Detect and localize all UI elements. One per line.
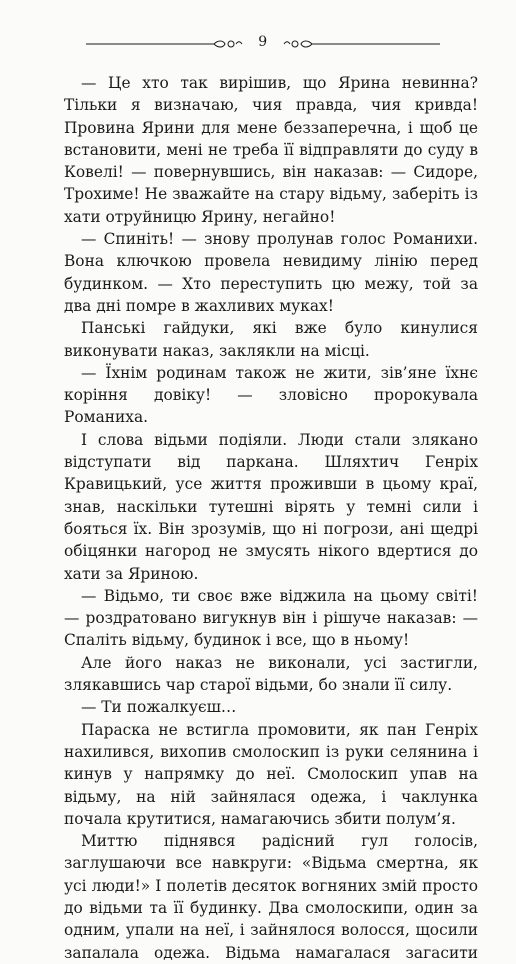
paragraph: — Спиніть! — знову пролунав голос Романихи. Вона ключкою провела невидиму лінію перед будинком. — Хто переступить цю межу, той за два дні помре в жахливих муках! [64,230,478,315]
paragraph: Але його наказ не виконали, усі застигли, злякавшись чар старої відьми, бо знали її силу. [64,653,478,695]
page-body [64,72,478,964]
paragraph: — Це хто так вирішив, що Ярина невинна? Тільки я визначаю, чия правда, чия кривда! Провина Ярини для мене беззаперечна, і щоб це встановити, мені не треба її відправляти до суду в Ковелі! — повернувшись, він наказав: — Сидоре, Трохиме! Не зважайте на стару відьму, заберіть із хати отруйницю Ярину, негайно! [64,74,478,226]
paragraph: Панські гайдуки, які вже було кинулися виконувати наказ, заклякли на місці. [64,319,478,360]
paragraph: І слова відьми подіяли. Люди стали злякано відступати від паркана. Шляхтич Генріх Кравицький, усе життя проживши в цьому краї, знав, наскільки тутешні вірять у темні сили і бояться їх. Він зрозумів, що ні погрози, ані щедрі обіцянки нагород не змусять нікого вдертися до хати за Яриною. [64,430,478,583]
paragraph: — Ти пожалкуєш… [81,698,237,717]
paragraph: Параска не встигла промовити, як пан Генріх нахилився, вихопив смолоскип із руки селянина і кинув у напрямку до неї. Смолоскип упав на відьму, на ній зайнялася одежа, і чаклунка почала крутитися, намагаючись збити полум’я. [64,720,478,828]
paragraph: — Їхнім родинам також не жити, зів’яне їхнє коріння довіку! — зловісно пророкувала Романиха. [64,363,478,427]
page-header [86,32,440,54]
paragraph: — Відьмо, ти своє вже віджила на цьому світі! — роздратовано вигукнув він і рішуче наказав: — Спаліть відьму, будинок і все, що в ньому! [64,586,478,650]
paragraph: Миттю піднявся радісний гул голосів, заглушаючи все навкруги: «Відьма смертна, як усі люди!» І полетів десяток вогняних змій просто до відьми та її будинку. Два смолоскипи, один за одним, упали на неї, і зайнялося волосся, щосили запалала одежа. Відьма намагалася загасити [64,832,478,962]
page-number: 9 [258,34,268,50]
